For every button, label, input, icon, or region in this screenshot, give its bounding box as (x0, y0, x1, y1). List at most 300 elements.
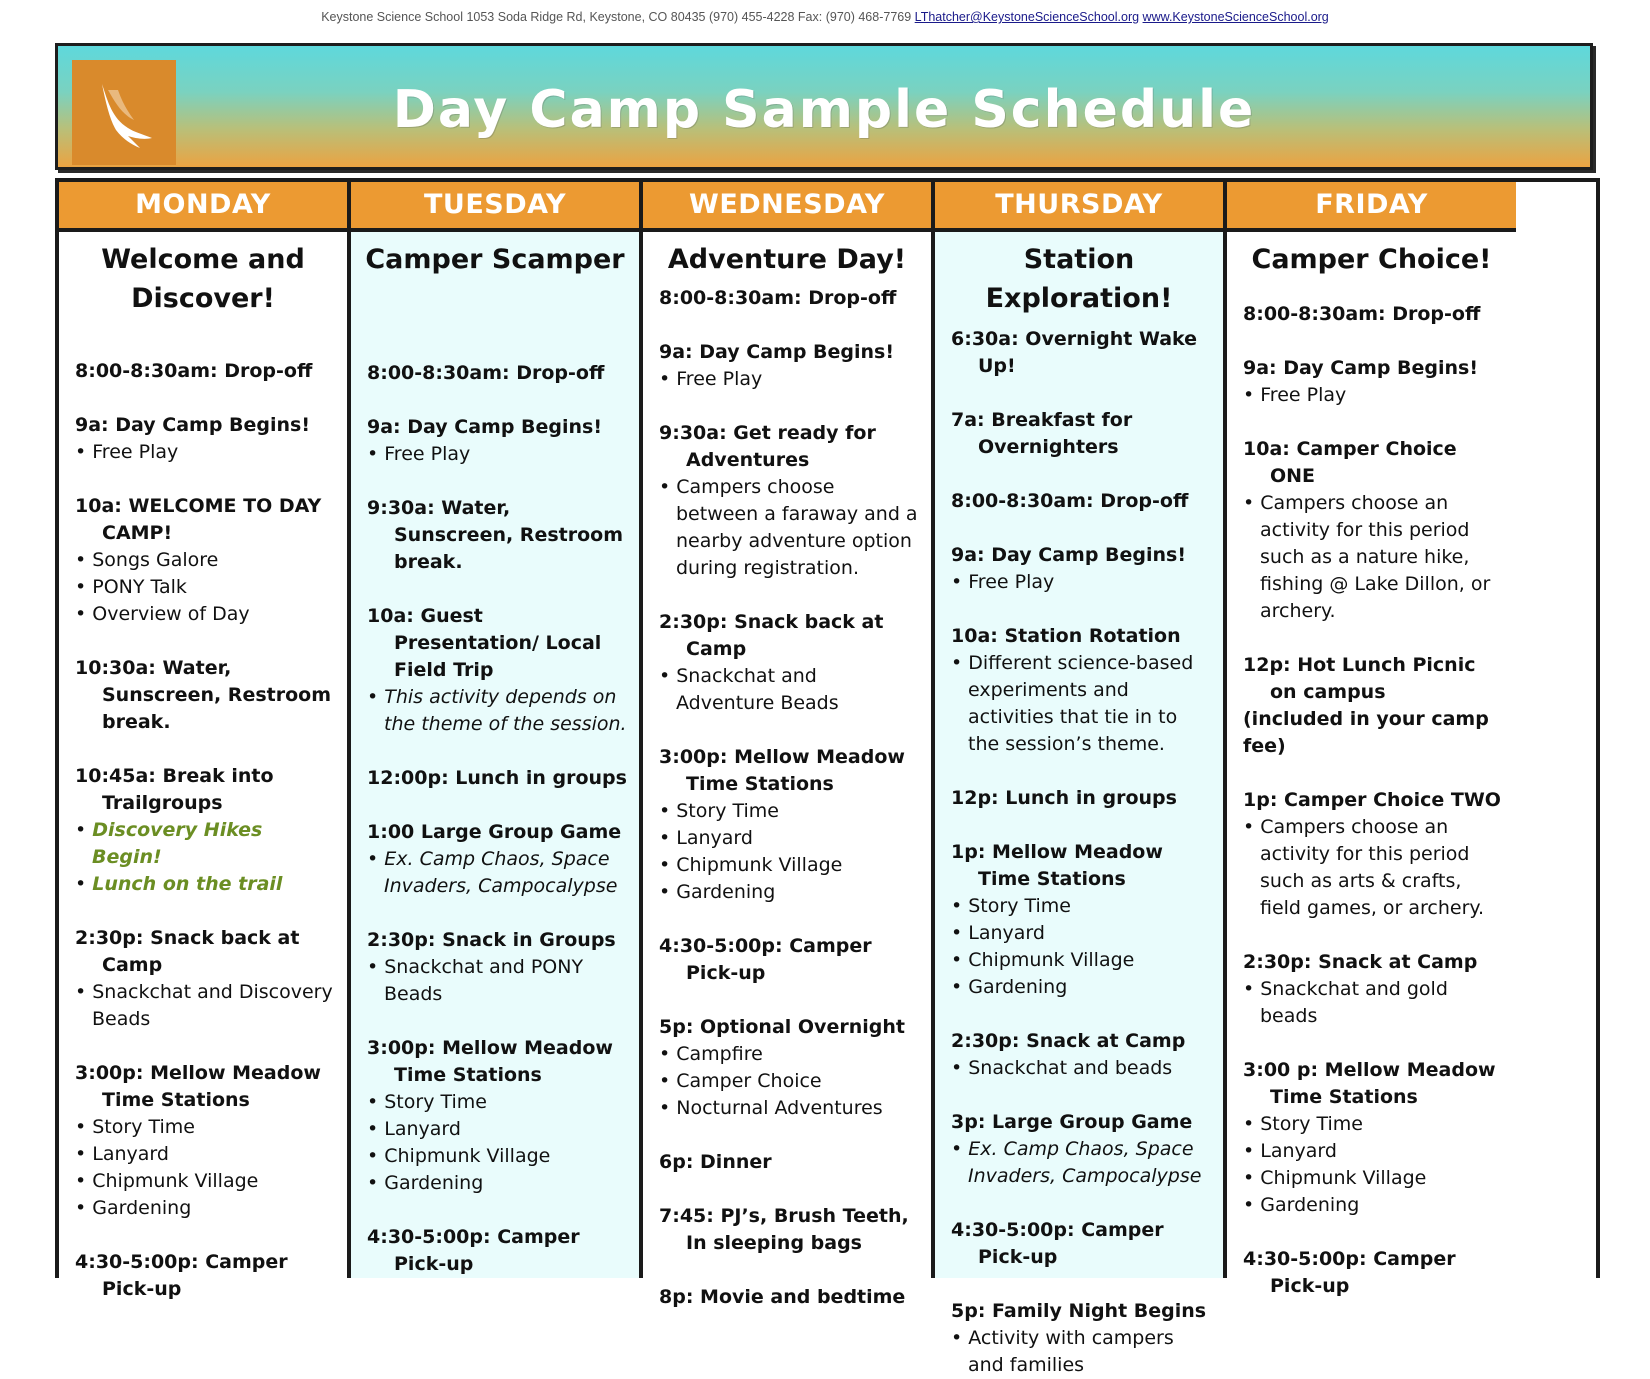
bullet-text: Snackchat and Adventure Beads (676, 665, 839, 714)
bullet-marker: • (1243, 492, 1261, 514)
event-list (1227, 301, 1516, 1300)
event-bullet (75, 979, 335, 1033)
event-heading-text: 10a: Station Rotation (951, 625, 1181, 647)
event-heading-text: 9a: Day Camp Begins! (367, 416, 603, 438)
bullet-text: Lanyard (676, 827, 753, 849)
event-heading (659, 1149, 919, 1176)
event-heading (1243, 1246, 1504, 1300)
bullet-marker: • (951, 922, 969, 944)
event-heading (367, 927, 627, 954)
event-bullet (1243, 976, 1504, 1030)
day-title: Camper Scamper (365, 244, 625, 275)
event-bullet (951, 1055, 1211, 1082)
event-item (951, 326, 1211, 380)
event-heading-text: 3p: Large Group Game (951, 1111, 1193, 1133)
event-item (659, 1203, 919, 1257)
event-heading-text: 5p: Optional Overnight (659, 1016, 905, 1038)
bullet-text: Campers choose an activity for this period such as arts & crafts, field games, or archery. (1260, 816, 1484, 919)
event-item (659, 1284, 919, 1311)
bullet-text: Songs Galore (92, 549, 219, 571)
event-heading (659, 420, 919, 474)
event-heading-text: 6:30a: Overnight Wake Up! (951, 328, 1198, 377)
event-item (951, 623, 1211, 758)
event-item (75, 1249, 335, 1303)
event-bullet (1243, 1111, 1504, 1138)
bullet-text: Free Play (92, 441, 179, 463)
bullet-marker: • (1243, 978, 1261, 1000)
bullet-text: Story Time (968, 895, 1071, 917)
bullet-text: Chipmunk Village (676, 854, 843, 876)
bullet-text: Nocturnal Adventures (676, 1097, 883, 1119)
bullet-marker: • (951, 1138, 969, 1160)
event-bullet (75, 1114, 335, 1141)
event-heading-text: 9a: Day Camp Begins! (951, 544, 1187, 566)
bullet-text: Campers choose an activity for this period such as a nature hike, fishing @ Lake Dillon, or archery. (1260, 492, 1491, 622)
bullet-text: Overview of Day (92, 603, 250, 625)
event-heading-text: 10:45a: Break into Trailgroups (75, 765, 274, 814)
event-item (659, 609, 919, 717)
bullet-text: Lanyard (92, 1143, 169, 1165)
event-item (659, 1149, 919, 1176)
bullet-marker: • (659, 1043, 677, 1065)
event-heading (659, 285, 919, 312)
day-header: THURSDAY (935, 182, 1223, 232)
event-heading-text: 10a: WELCOME TO DAY CAMP! (75, 495, 322, 544)
event-item (75, 493, 335, 628)
event-heading-text: 1p: Mellow Meadow Time Stations (951, 841, 1163, 890)
bullet-marker: • (75, 603, 93, 625)
event-heading-text: 8:00-8:30am: Drop-off (1243, 303, 1481, 325)
bullet-text: Story Time (676, 800, 779, 822)
event-heading (951, 1028, 1211, 1055)
event-heading-text: 8:00-8:30am: Drop-off (659, 287, 897, 309)
bullet-marker: • (75, 819, 93, 841)
event-item (367, 1035, 627, 1197)
event-heading-text: 2:30p: Snack back at Camp (659, 611, 884, 660)
event-heading-text: 9a: Day Camp Begins! (1243, 357, 1479, 379)
event-bullet (659, 1095, 919, 1122)
event-heading-text: 4:30-5:00p: Camper Pick-up (1243, 1248, 1456, 1297)
event-bullet (951, 1325, 1211, 1379)
event-heading (75, 358, 335, 385)
bullet-text: Chipmunk Village (92, 1170, 259, 1192)
event-heading-note (1243, 706, 1504, 760)
event-heading-text: 9:30a: Get ready for Adventures (659, 422, 876, 471)
day-title: Station Exploration! (985, 244, 1173, 314)
event-heading-text: 9:30a: Water, Sunscreen, Restroom break. (367, 497, 623, 573)
event-heading (659, 1014, 919, 1041)
event-heading (367, 819, 627, 846)
event-bullet (951, 920, 1211, 947)
bullet-marker: • (75, 873, 93, 895)
event-bullet (367, 1116, 627, 1143)
event-bullet (367, 954, 627, 1008)
bullet-marker: • (1243, 1140, 1261, 1162)
event-bullet (951, 893, 1211, 920)
event-bullet (75, 574, 335, 601)
event-heading (1243, 1057, 1504, 1111)
bullet-marker: • (367, 1145, 385, 1167)
event-heading-text: 9a: Day Camp Begins! (659, 341, 895, 363)
event-heading (1243, 787, 1504, 814)
bullet-marker: • (951, 976, 969, 998)
event-heading-text: 4:30-5:00p: Camper Pick-up (951, 1219, 1164, 1268)
bullet-marker: • (1243, 384, 1261, 406)
bullet-text: Free Play (1260, 384, 1347, 406)
event-heading (75, 412, 335, 439)
contact-address: Keystone Science School 1053 Soda Ridge Rd, Keystone, CO 80435 (970) 455-4228 Fax: (970) 468-7769 (321, 10, 915, 24)
bullet-marker: • (659, 800, 677, 822)
event-item (75, 358, 335, 385)
bullet-marker: • (951, 1057, 969, 1079)
event-item (1243, 1057, 1504, 1219)
event-heading (1243, 652, 1504, 706)
event-heading-text: 8p: Movie and bedtime (659, 1286, 906, 1308)
day-title: Camper Choice! (1251, 244, 1492, 275)
event-bullet (367, 846, 627, 900)
bullet-text: Snackchat and Discovery Beads (92, 981, 333, 1030)
event-item (951, 839, 1211, 1001)
bullet-text: Different science-based experiments and activities that tie in to the session’s theme. (968, 652, 1194, 755)
day-header: FRIDAY (1227, 182, 1516, 232)
event-heading-text: 1:00 Large Group Game (367, 821, 622, 843)
event-heading (951, 488, 1211, 515)
event-item (1243, 949, 1504, 1030)
event-heading (951, 1217, 1211, 1271)
bullet-marker: • (659, 476, 677, 498)
event-bullet (659, 1068, 919, 1095)
event-item (367, 819, 627, 900)
event-bullet (659, 366, 919, 393)
bullet-marker: • (659, 1070, 677, 1092)
event-item (1243, 652, 1504, 760)
day-column-tuesday (351, 182, 643, 1278)
day-header: WEDNESDAY (643, 182, 931, 232)
event-heading (367, 603, 627, 684)
bullet-marker: • (367, 686, 385, 708)
event-item (951, 1298, 1211, 1379)
bullet-text: Gardening (384, 1172, 484, 1194)
event-list (643, 285, 931, 1311)
event-item (659, 1014, 919, 1122)
event-bullet (659, 852, 919, 879)
event-item (1243, 1246, 1504, 1300)
event-heading (951, 1298, 1211, 1325)
bullet-marker: • (659, 665, 677, 687)
event-heading (75, 925, 335, 979)
bullet-marker: • (951, 652, 969, 674)
bullet-text: PONY Talk (92, 576, 187, 598)
event-heading-text: 4:30-5:00p: Camper Pick-up (367, 1226, 580, 1275)
day-header: TUESDAY (351, 182, 639, 232)
bullet-text: Gardening (968, 976, 1068, 998)
event-heading-text: 6p: Dinner (659, 1151, 772, 1173)
event-bullet (659, 474, 919, 582)
website-link[interactable]: www.KeystoneScienceSchool.org (1142, 10, 1329, 24)
bullet-text: Lanyard (384, 1118, 461, 1140)
bullet-marker: • (1243, 1194, 1261, 1216)
event-heading (1243, 949, 1504, 976)
bullet-marker: • (1243, 816, 1261, 838)
event-heading (951, 407, 1211, 461)
event-bullet (1243, 1138, 1504, 1165)
day-column-thursday (935, 182, 1227, 1376)
bullet-text: Lanyard (1260, 1140, 1337, 1162)
event-heading-text: 2:30p: Snack in Groups (367, 929, 616, 951)
event-item (367, 414, 627, 468)
event-item (367, 360, 627, 387)
event-item (659, 420, 919, 582)
bullet-marker: • (367, 1091, 385, 1113)
event-item (951, 407, 1211, 461)
event-item (951, 1028, 1211, 1082)
event-heading (75, 1249, 335, 1303)
event-bullet (367, 1089, 627, 1116)
event-heading (951, 542, 1211, 569)
event-heading (75, 493, 335, 547)
event-heading-text: 3:00p: Mellow Meadow Time Stations (367, 1037, 613, 1086)
bullet-marker: • (659, 881, 677, 903)
event-heading (367, 360, 627, 387)
event-heading (951, 839, 1211, 893)
event-heading (659, 339, 919, 366)
event-bullet (1243, 1165, 1504, 1192)
event-heading-text: 1p: Camper Choice TWO (1243, 789, 1501, 811)
event-heading-text: 3:00p: Mellow Meadow Time Stations (659, 746, 905, 795)
bullet-text: Ex. Camp Chaos, Space Invaders, Campocalypse (384, 848, 618, 897)
event-bullet (1243, 490, 1504, 625)
bullet-marker: • (75, 1197, 93, 1219)
contact-line (0, 10, 1650, 24)
event-bullet (75, 871, 335, 898)
day-column-friday (1227, 182, 1516, 1297)
event-item (75, 925, 335, 1033)
event-heading-text: 10a: Guest Presentation/ Local Field Trip (367, 605, 602, 681)
event-item (367, 927, 627, 1008)
bullet-marker: • (951, 895, 969, 917)
bullet-text: Campfire (676, 1043, 763, 1065)
event-heading (75, 1060, 335, 1114)
event-heading-text: 4:30-5:00p: Camper Pick-up (659, 935, 872, 984)
event-heading-text: 8:00-8:30am: Drop-off (367, 362, 605, 384)
bullet-marker: • (951, 1327, 969, 1349)
bullet-marker: • (75, 1170, 93, 1192)
event-heading (659, 1203, 919, 1257)
event-heading (367, 1035, 627, 1089)
event-bullet (367, 1170, 627, 1197)
event-bullet (659, 798, 919, 825)
email-link[interactable]: LThatcher@KeystoneScienceSchool.org (914, 10, 1140, 24)
event-bullet (367, 441, 627, 468)
bullet-text: Snackchat and PONY Beads (384, 956, 584, 1005)
event-item (1243, 301, 1504, 328)
event-bullet (951, 569, 1211, 596)
event-heading (951, 1109, 1211, 1136)
event-heading-text: 4:30-5:00p: Camper Pick-up (75, 1251, 288, 1300)
bullet-marker: • (75, 549, 93, 571)
event-item (659, 339, 919, 393)
bullet-marker: • (75, 441, 93, 463)
event-heading-text: 12p: Hot Lunch Picnic on campus (1243, 654, 1476, 703)
event-bullet (659, 1041, 919, 1068)
event-item (367, 765, 627, 792)
bullet-marker: • (75, 1143, 93, 1165)
bullet-text: Ex. Camp Chaos, Space Invaders, Campocalypse (968, 1138, 1202, 1187)
event-item (1243, 787, 1504, 922)
event-bullet (659, 879, 919, 906)
bullet-marker: • (659, 1097, 677, 1119)
event-heading-text: 12p: Lunch in groups (951, 787, 1177, 809)
event-heading (367, 1224, 627, 1278)
bullet-text: This activity depends on the theme of the session. (384, 686, 627, 735)
bullet-marker: • (951, 571, 969, 593)
bullet-text: Gardening (1260, 1194, 1360, 1216)
event-list (935, 326, 1223, 1379)
bullet-text: Story Time (92, 1116, 195, 1138)
event-bullet (951, 650, 1211, 758)
bullet-marker: • (75, 981, 93, 1003)
event-item (1243, 355, 1504, 409)
event-heading (75, 655, 335, 736)
bullet-text: Discovery Hikes Begin! (92, 819, 263, 868)
event-heading-text: 8:00-8:30am: Drop-off (951, 490, 1189, 512)
event-heading (951, 785, 1211, 812)
event-heading-text: 2:30p: Snack at Camp (1243, 951, 1478, 973)
event-bullet (659, 663, 919, 717)
event-heading-text: 3:00p: Mellow Meadow Time Stations (75, 1062, 321, 1111)
bullet-text: Story Time (1260, 1113, 1363, 1135)
event-heading (367, 495, 627, 576)
event-item (1243, 436, 1504, 625)
bullet-marker: • (1243, 1113, 1261, 1135)
event-heading (659, 1284, 919, 1311)
bullet-marker: • (659, 854, 677, 876)
event-bullet (367, 1143, 627, 1170)
event-heading (659, 744, 919, 798)
bullet-marker: • (951, 949, 969, 971)
day-header: MONDAY (59, 182, 347, 232)
event-heading-text: 7:45: PJ’s, Brush Teeth, In sleeping bags (659, 1205, 909, 1254)
day-title: Adventure Day! (667, 244, 907, 275)
event-item (367, 495, 627, 576)
event-item (75, 1060, 335, 1222)
event-bullet (75, 601, 335, 628)
event-bullet (1243, 382, 1504, 409)
event-heading-text: 12:00p: Lunch in groups (367, 767, 627, 789)
event-heading-text: 5p: Family Night Begins (951, 1300, 1207, 1322)
bullet-marker: • (367, 956, 385, 978)
event-bullet (75, 1195, 335, 1222)
event-item (75, 655, 335, 736)
event-heading (659, 609, 919, 663)
event-heading-text: 2:30p: Snack back at Camp (75, 927, 300, 976)
bullet-text: Lanyard (968, 922, 1045, 944)
bullet-text: Snackchat and beads (968, 1057, 1173, 1079)
event-heading (75, 763, 335, 817)
bullet-text: Gardening (676, 881, 776, 903)
event-item (367, 603, 627, 738)
event-bullet (75, 439, 335, 466)
event-heading-text: 7a: Breakfast for Overnighters (951, 409, 1133, 458)
bullet-text: Free Play (968, 571, 1055, 593)
event-bullet (367, 684, 627, 738)
event-heading-text: 10a: Camper Choice ONE (1243, 438, 1457, 487)
day-title: Welcome and Discover! (101, 244, 305, 314)
event-heading (659, 933, 919, 987)
bullet-marker: • (1243, 1167, 1261, 1189)
bullet-text: Free Play (676, 368, 763, 390)
event-heading (367, 414, 627, 441)
bullet-marker: • (367, 1172, 385, 1194)
bullet-marker: • (367, 848, 385, 870)
event-list (59, 358, 347, 1303)
event-heading (1243, 436, 1504, 490)
bullet-marker: • (659, 368, 677, 390)
event-heading-text: 9a: Day Camp Begins! (75, 414, 311, 436)
bullet-text: Free Play (384, 443, 471, 465)
bullet-marker: • (367, 443, 385, 465)
event-item (951, 542, 1211, 596)
event-heading-text: 10:30a: Water, Sunscreen, Restroom break. (75, 657, 331, 733)
event-item (659, 744, 919, 906)
event-heading-text: 8:00-8:30am: Drop-off (75, 360, 313, 382)
event-heading-text: 3:00 p: Mellow Meadow Time Stations (1243, 1059, 1496, 1108)
bullet-text: Chipmunk Village (384, 1145, 551, 1167)
event-heading (951, 326, 1211, 380)
event-note-text: (included in your camp fee) (1243, 708, 1489, 757)
bullet-text: Gardening (92, 1197, 192, 1219)
bullet-text: Camper Choice (676, 1070, 822, 1092)
schedule-grid (55, 178, 1600, 1376)
event-list (351, 360, 639, 1278)
event-item (951, 1217, 1211, 1271)
event-bullet (1243, 814, 1504, 922)
event-item (659, 933, 919, 987)
event-item (75, 412, 335, 466)
bullet-marker: • (659, 827, 677, 849)
event-item (659, 285, 919, 312)
event-item (951, 1109, 1211, 1190)
bullet-text: Snackchat and gold beads (1260, 978, 1448, 1027)
title-banner (55, 43, 1593, 170)
bullet-text: Lunch on the trail (92, 873, 283, 895)
event-item (951, 488, 1211, 515)
event-bullet (659, 825, 919, 852)
day-column-wednesday (643, 182, 935, 1308)
event-bullet (951, 974, 1211, 1001)
event-item (75, 763, 335, 898)
event-bullet (951, 947, 1211, 974)
event-heading-text: 2:30p: Snack at Camp (951, 1030, 1186, 1052)
event-heading (951, 623, 1211, 650)
day-column-monday (59, 182, 351, 1300)
event-bullet (75, 547, 335, 574)
event-heading (1243, 355, 1504, 382)
event-bullet (1243, 1192, 1504, 1219)
bullet-marker: • (367, 1118, 385, 1140)
bullet-text: Activity with campers and families (968, 1327, 1174, 1376)
event-heading (367, 765, 627, 792)
event-bullet (75, 1141, 335, 1168)
event-item (951, 785, 1211, 812)
bullet-marker: • (75, 576, 93, 598)
event-item (367, 1224, 627, 1278)
bullet-text: Chipmunk Village (968, 949, 1135, 971)
event-heading (1243, 301, 1504, 328)
event-bullet (951, 1136, 1211, 1190)
bullet-text: Chipmunk Village (1260, 1167, 1427, 1189)
event-bullet (75, 817, 335, 871)
